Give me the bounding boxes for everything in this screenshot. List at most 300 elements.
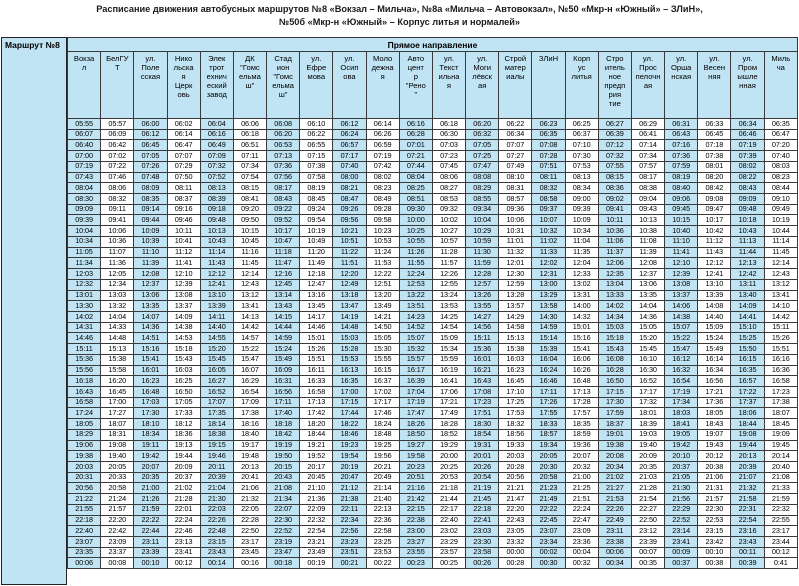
time-cell: 17:57 xyxy=(565,408,598,419)
time-cell: 14:50 xyxy=(366,322,399,333)
time-cell: 22:24 xyxy=(565,504,598,515)
time-cell: 21:19 xyxy=(466,483,499,494)
time-cell: 17:33 xyxy=(167,408,200,419)
time-cell: 00:14 xyxy=(200,558,233,569)
time-cell: 15:41 xyxy=(565,344,598,355)
time-cell: 18:03 xyxy=(665,408,698,419)
time-cell: 13:55 xyxy=(466,301,499,312)
time-cell: 15:39 xyxy=(532,344,565,355)
time-cell: 08:38 xyxy=(631,183,664,194)
time-cell: 17:21 xyxy=(432,397,465,408)
time-cell: 14:17 xyxy=(300,311,333,322)
time-cell: 07:54 xyxy=(233,172,266,183)
time-cell: 00:12 xyxy=(167,558,200,569)
time-cell: 10:47 xyxy=(267,236,300,247)
time-cell: 00:34 xyxy=(598,558,631,569)
time-cell: 16:41 xyxy=(432,376,465,387)
time-cell: 15:05 xyxy=(366,333,399,344)
time-cell: 22:26 xyxy=(598,504,631,515)
time-cell: 19:42 xyxy=(134,451,167,462)
time-cell: 17:26 xyxy=(532,397,565,408)
time-cell: 12:22 xyxy=(366,269,399,280)
time-cell: 14:33 xyxy=(101,322,134,333)
time-cell: 10:34 xyxy=(565,226,598,237)
time-cell: 08:21 xyxy=(333,183,366,194)
time-cell: 21:21 xyxy=(499,483,532,494)
time-cell: 20:41 xyxy=(233,472,266,483)
time-cell: 10:40 xyxy=(665,226,698,237)
time-cell: 06:06 xyxy=(233,119,266,130)
time-cell: 15:16 xyxy=(134,344,167,355)
time-cell: 21:30 xyxy=(665,483,698,494)
time-cell: 14:04 xyxy=(631,301,664,312)
time-cell: 14:38 xyxy=(665,311,698,322)
time-cell: 15:03 xyxy=(598,322,631,333)
time-cell: 15:25 xyxy=(731,333,764,344)
time-cell: 09:44 xyxy=(134,215,167,226)
time-cell: 11:01 xyxy=(499,236,532,247)
time-cell: 14:38 xyxy=(167,322,200,333)
time-cell: 22:30 xyxy=(698,504,731,515)
time-cell: 14:52 xyxy=(399,322,432,333)
time-cell: 12:53 xyxy=(399,279,432,290)
time-cell: 10:31 xyxy=(499,226,532,237)
time-cell: 10:38 xyxy=(631,226,664,237)
time-cell: 00:22 xyxy=(366,558,399,569)
time-cell: 14:27 xyxy=(466,311,499,322)
time-cell: 16:27 xyxy=(200,376,233,387)
time-cell: 21:38 xyxy=(333,494,366,505)
time-cell: 00:02 xyxy=(532,547,565,558)
time-cell: 15:10 xyxy=(731,322,764,333)
time-cell: 12:24 xyxy=(399,269,432,280)
time-cell: 20:49 xyxy=(366,472,399,483)
time-cell: 12:37 xyxy=(631,269,664,280)
time-cell: 20:26 xyxy=(466,462,499,473)
time-cell: 08:29 xyxy=(466,183,499,194)
time-cell: 00:28 xyxy=(499,558,532,569)
time-cell: 21:32 xyxy=(233,494,266,505)
time-cell: 07:05 xyxy=(466,140,499,151)
time-cell: 22:49 xyxy=(598,515,631,526)
time-cell: 13:53 xyxy=(432,301,465,312)
time-cell: 21:22 xyxy=(68,494,101,505)
time-cell: 16:16 xyxy=(764,354,797,365)
time-cell: 14:02 xyxy=(68,311,101,322)
time-cell: 11:08 xyxy=(631,236,664,247)
time-cell: 00:32 xyxy=(565,558,598,569)
page-title xyxy=(0,0,799,34)
time-cell: 10:19 xyxy=(764,215,797,226)
time-cell: 17:30 xyxy=(134,408,167,419)
stop-header-11: Авто цент р "Рено " xyxy=(399,52,432,119)
time-cell: 16:30 xyxy=(631,365,664,376)
time-cell: 21:02 xyxy=(167,483,200,494)
time-cell: 06:22 xyxy=(499,119,532,130)
time-cell: 14:02 xyxy=(598,301,631,312)
time-cell: 19:42 xyxy=(665,440,698,451)
time-cell: 18:06 xyxy=(731,408,764,419)
time-cell: 22:17 xyxy=(432,504,465,515)
time-cell: 10:17 xyxy=(267,226,300,237)
time-cell: 09:24 xyxy=(300,204,333,215)
stop-header-1: Вокза л xyxy=(68,52,101,119)
time-cell: 10:49 xyxy=(300,236,333,247)
time-cell: 06:18 xyxy=(432,119,465,130)
time-cell: 13:29 xyxy=(532,290,565,301)
time-cell: 17:06 xyxy=(432,386,465,397)
time-cell: 17:09 xyxy=(233,397,266,408)
time-cell: 21:57 xyxy=(698,494,731,505)
time-cell: 22:40 xyxy=(432,515,465,526)
time-cell: 15:07 xyxy=(665,322,698,333)
time-cell: 14:04 xyxy=(101,311,134,322)
time-cell: 18:54 xyxy=(466,429,499,440)
table-row xyxy=(68,365,798,376)
time-cell: 21:26 xyxy=(134,494,167,505)
time-cell: 09:39 xyxy=(68,215,101,226)
time-cell: 11:07 xyxy=(101,247,134,258)
time-cell: 13:06 xyxy=(134,290,167,301)
time-cell: 21:59 xyxy=(764,494,797,505)
time-cell: 07:48 xyxy=(134,172,167,183)
time-cell: 07:53 xyxy=(565,161,598,172)
time-cell: 14:10 xyxy=(764,301,797,312)
time-cell: 16:15 xyxy=(731,354,764,365)
time-cell: 22:53 xyxy=(698,515,731,526)
time-cell: 16:36 xyxy=(764,365,797,376)
time-cell: 17:11 xyxy=(267,397,300,408)
time-cell: 17:13 xyxy=(565,386,598,397)
time-cell: 20:09 xyxy=(631,451,664,462)
time-cell: 22:43 xyxy=(499,515,532,526)
time-cell: 06:20 xyxy=(466,119,499,130)
stop-header-2: БелГУ Т xyxy=(101,52,134,119)
time-cell: 08:35 xyxy=(134,194,167,205)
time-cell: 09:28 xyxy=(366,204,399,215)
time-cell: 17:37 xyxy=(731,397,764,408)
time-cell: 06:16 xyxy=(399,119,432,130)
time-cell: 13:10 xyxy=(698,279,731,290)
time-cell: 07:43 xyxy=(68,172,101,183)
time-cell: 17:27 xyxy=(101,408,134,419)
time-cell: 19:33 xyxy=(499,440,532,451)
time-cell: 11:14 xyxy=(764,236,797,247)
time-cell: 20:07 xyxy=(134,462,167,473)
time-cell: 00:04 xyxy=(565,547,598,558)
time-cell: 14:32 xyxy=(565,311,598,322)
time-cell: 21:30 xyxy=(200,494,233,505)
time-cell: 19:48 xyxy=(233,451,266,462)
time-cell: 07:44 xyxy=(399,161,432,172)
time-cell: 08:39 xyxy=(200,194,233,205)
time-cell: 19:06 xyxy=(68,440,101,451)
time-cell: 09:43 xyxy=(631,204,664,215)
time-cell: 21:28 xyxy=(167,494,200,505)
route-column xyxy=(1,37,67,585)
time-cell: 10:15 xyxy=(233,226,266,237)
time-cell: 20:23 xyxy=(399,462,432,473)
time-cell: 16:15 xyxy=(366,365,399,376)
time-cell: 13:43 xyxy=(267,301,300,312)
time-cell: 15:26 xyxy=(300,344,333,355)
time-cell: 12:06 xyxy=(598,258,631,269)
time-cell: 16:45 xyxy=(101,386,134,397)
time-cell: 15:45 xyxy=(631,344,664,355)
time-cell: 12:30 xyxy=(499,269,532,280)
table-row xyxy=(68,376,798,387)
time-cell: 12:01 xyxy=(499,258,532,269)
time-cell: 16:03 xyxy=(499,354,532,365)
time-cell: 21:51 xyxy=(565,494,598,505)
time-cell: 17:55 xyxy=(532,408,565,419)
time-cell: 21:02 xyxy=(598,472,631,483)
time-cell: 21:47 xyxy=(499,494,532,505)
time-cell: 11:39 xyxy=(631,247,664,258)
table-row xyxy=(68,322,798,333)
time-cell: 06:53 xyxy=(267,140,300,151)
time-cell: 17:23 xyxy=(764,386,797,397)
time-cell: 11:35 xyxy=(565,247,598,258)
time-cell: 08:06 xyxy=(101,183,134,194)
time-cell: 22:52 xyxy=(665,515,698,526)
time-cell: 11:41 xyxy=(665,247,698,258)
time-cell: 23:09 xyxy=(565,526,598,537)
time-cell: 06:22 xyxy=(300,129,333,140)
time-cell: 15:01 xyxy=(565,322,598,333)
table-row xyxy=(68,386,798,397)
time-cell: 19:19 xyxy=(267,440,300,451)
time-cell: 15:11 xyxy=(764,322,797,333)
time-cell: 18:29 xyxy=(68,429,101,440)
time-cell: 06:47 xyxy=(764,129,797,140)
time-cell: 17:22 xyxy=(731,386,764,397)
time-cell: 07:32 xyxy=(598,151,631,162)
time-cell: 09:09 xyxy=(68,204,101,215)
time-cell: 16:13 xyxy=(333,365,366,376)
time-cell: 16:43 xyxy=(68,386,101,397)
time-cell: 17:03 xyxy=(134,397,167,408)
time-cell: 10:32 xyxy=(532,226,565,237)
time-cell: 18:56 xyxy=(499,429,532,440)
time-cell: 21:06 xyxy=(233,483,266,494)
time-cell: 19:09 xyxy=(764,429,797,440)
time-cell: 21:56 xyxy=(665,494,698,505)
time-cell: 13:10 xyxy=(200,290,233,301)
time-cell: 00:16 xyxy=(233,558,266,569)
table-row xyxy=(68,408,798,419)
time-cell: 13:04 xyxy=(598,279,631,290)
time-cell: 17:49 xyxy=(432,408,465,419)
time-cell: 07:29 xyxy=(167,161,200,172)
time-cell: 11:22 xyxy=(333,247,366,258)
stop-header-14: Строй матер иалы xyxy=(499,52,532,119)
time-cell: 22:27 xyxy=(631,504,664,515)
time-cell: 08:32 xyxy=(101,194,134,205)
time-cell: 11:36 xyxy=(101,258,134,269)
time-cell: 22:42 xyxy=(101,526,134,537)
time-cell: 20:58 xyxy=(532,472,565,483)
time-cell: 16:32 xyxy=(665,365,698,376)
time-cell: 09:16 xyxy=(167,204,200,215)
table-row xyxy=(68,129,798,140)
time-cell: 16:35 xyxy=(731,365,764,376)
time-cell: 15:49 xyxy=(698,344,731,355)
time-cell: 15:38 xyxy=(101,354,134,365)
time-cell: 14:40 xyxy=(200,322,233,333)
time-cell: 00:06 xyxy=(598,547,631,558)
time-cell: 12:03 xyxy=(68,269,101,280)
time-cell: 14:06 xyxy=(665,301,698,312)
time-cell: 18:26 xyxy=(399,419,432,430)
time-cell: 07:26 xyxy=(134,161,167,172)
time-cell: 13:41 xyxy=(764,290,797,301)
time-cell: 13:26 xyxy=(466,290,499,301)
time-cell: 12:08 xyxy=(631,258,664,269)
time-cell: 08:42 xyxy=(698,183,731,194)
time-cell: 21:23 xyxy=(532,483,565,494)
table-row xyxy=(68,526,798,537)
time-cell: 06:10 xyxy=(300,119,333,130)
time-cell: 21:31 xyxy=(698,483,731,494)
time-cell: 20:54 xyxy=(466,472,499,483)
time-cell: 16:20 xyxy=(101,376,134,387)
table-row xyxy=(68,215,798,226)
time-cell: 23:15 xyxy=(200,537,233,548)
time-cell: 14:23 xyxy=(399,311,432,322)
time-cell: 07:14 xyxy=(631,140,664,151)
time-cell: 00:25 xyxy=(432,558,465,569)
time-cell: 14:44 xyxy=(267,322,300,333)
time-cell: 11:51 xyxy=(333,258,366,269)
table-row xyxy=(68,151,798,162)
time-cell: 18:16 xyxy=(233,419,266,430)
time-cell: 20:34 xyxy=(598,462,631,473)
time-cell: 00:38 xyxy=(698,558,731,569)
time-cell: 23:57 xyxy=(432,547,465,558)
time-cell: 12:41 xyxy=(698,269,731,280)
time-cell: 06:08 xyxy=(267,119,300,130)
time-cell: 15:55 xyxy=(366,354,399,365)
time-cell: 14:00 xyxy=(565,301,598,312)
time-cell: 20:08 xyxy=(598,451,631,462)
time-cell: 09:34 xyxy=(466,204,499,215)
time-cell: 16:08 xyxy=(598,354,631,365)
time-cell: 19:07 xyxy=(698,429,731,440)
timetable xyxy=(67,37,798,569)
table-row xyxy=(68,258,798,269)
time-cell: 06:40 xyxy=(68,140,101,151)
time-cell: 13:06 xyxy=(631,279,664,290)
time-cell: 07:13 xyxy=(267,151,300,162)
time-cell: 15:16 xyxy=(565,333,598,344)
time-cell: 09:10 xyxy=(764,194,797,205)
time-cell: 07:58 xyxy=(300,172,333,183)
time-cell: 06:33 xyxy=(698,119,731,130)
time-cell: 12:55 xyxy=(432,279,465,290)
time-cell: 09:06 xyxy=(665,194,698,205)
time-cell: 19:08 xyxy=(731,429,764,440)
time-cell: 08:04 xyxy=(68,183,101,194)
time-cell: 22:41 xyxy=(466,515,499,526)
time-cell: 15:24 xyxy=(698,333,731,344)
time-cell: 14:53 xyxy=(167,333,200,344)
time-cell: 16:50 xyxy=(598,376,631,387)
time-cell: 17:42 xyxy=(300,408,333,419)
time-cell: 07:56 xyxy=(267,172,300,183)
time-cell: 19:17 xyxy=(233,440,266,451)
time-cell: 20:39 xyxy=(200,472,233,483)
time-cell: 22:30 xyxy=(267,515,300,526)
time-cell: 16:06 xyxy=(565,354,598,365)
time-cell: 18:07 xyxy=(764,408,797,419)
time-cell: 07:25 xyxy=(466,151,499,162)
table-row xyxy=(68,419,798,430)
time-cell: 06:59 xyxy=(366,140,399,151)
time-cell: 20:56 xyxy=(68,483,101,494)
time-cell: 10:57 xyxy=(432,236,465,247)
time-cell: 20:28 xyxy=(499,462,532,473)
time-cell: 07:55 xyxy=(598,161,631,172)
time-cell: 07:51 xyxy=(532,161,565,172)
time-cell: 16:18 xyxy=(68,376,101,387)
title-line-1: Расписание движения автобусных маршрутов №8 «Вокзал – Мильча», №8а «Мильча – Автовокзал», №50 «Мкр-н «Южный» – ЗЛиН», xyxy=(96,4,703,14)
time-cell: 14:46 xyxy=(300,322,333,333)
time-cell: 21:53 xyxy=(598,494,631,505)
time-cell: 12:02 xyxy=(532,258,565,269)
time-cell: 11:24 xyxy=(366,247,399,258)
time-cell: 12:12 xyxy=(698,258,731,269)
time-cell: 23:47 xyxy=(267,547,300,558)
time-cell: 23:21 xyxy=(300,537,333,548)
time-cell: 17:21 xyxy=(698,386,731,397)
time-cell: 18:44 xyxy=(300,429,333,440)
time-cell: 10:09 xyxy=(134,226,167,237)
time-cell: 18:20 xyxy=(300,419,333,430)
time-cell: 19:46 xyxy=(200,451,233,462)
time-cell: 22:55 xyxy=(764,515,797,526)
time-cell: 14:19 xyxy=(333,311,366,322)
time-cell: 07:03 xyxy=(432,140,465,151)
time-cell: 23:58 xyxy=(466,547,499,558)
time-cell: 22:26 xyxy=(200,515,233,526)
time-cell: 20:10 xyxy=(665,451,698,462)
time-cell: 11:14 xyxy=(200,247,233,258)
time-cell: 10:23 xyxy=(366,226,399,237)
time-cell: 10:36 xyxy=(101,236,134,247)
time-cell: 08:00 xyxy=(333,172,366,183)
stop-header-3: ул. Поле сская xyxy=(134,52,167,119)
table-row xyxy=(68,504,798,515)
time-cell: 16:58 xyxy=(764,376,797,387)
time-cell: 17:51 xyxy=(466,408,499,419)
time-cell: 22:11 xyxy=(333,504,366,515)
time-cell: 09:08 xyxy=(698,194,731,205)
time-cell: 19:34 xyxy=(532,440,565,451)
table-row xyxy=(68,451,798,462)
time-cell: 20:37 xyxy=(665,462,698,473)
time-cell: 15:49 xyxy=(267,354,300,365)
time-cell: 19:52 xyxy=(300,451,333,462)
time-cell: 06:47 xyxy=(167,140,200,151)
time-cell: 21:10 xyxy=(300,483,333,494)
time-cell: 13:35 xyxy=(631,290,664,301)
time-cell: 12:47 xyxy=(300,279,333,290)
table-row xyxy=(68,172,798,183)
time-cell: 06:43 xyxy=(665,129,698,140)
time-cell: 09:46 xyxy=(167,215,200,226)
time-cell: 07:38 xyxy=(698,151,731,162)
